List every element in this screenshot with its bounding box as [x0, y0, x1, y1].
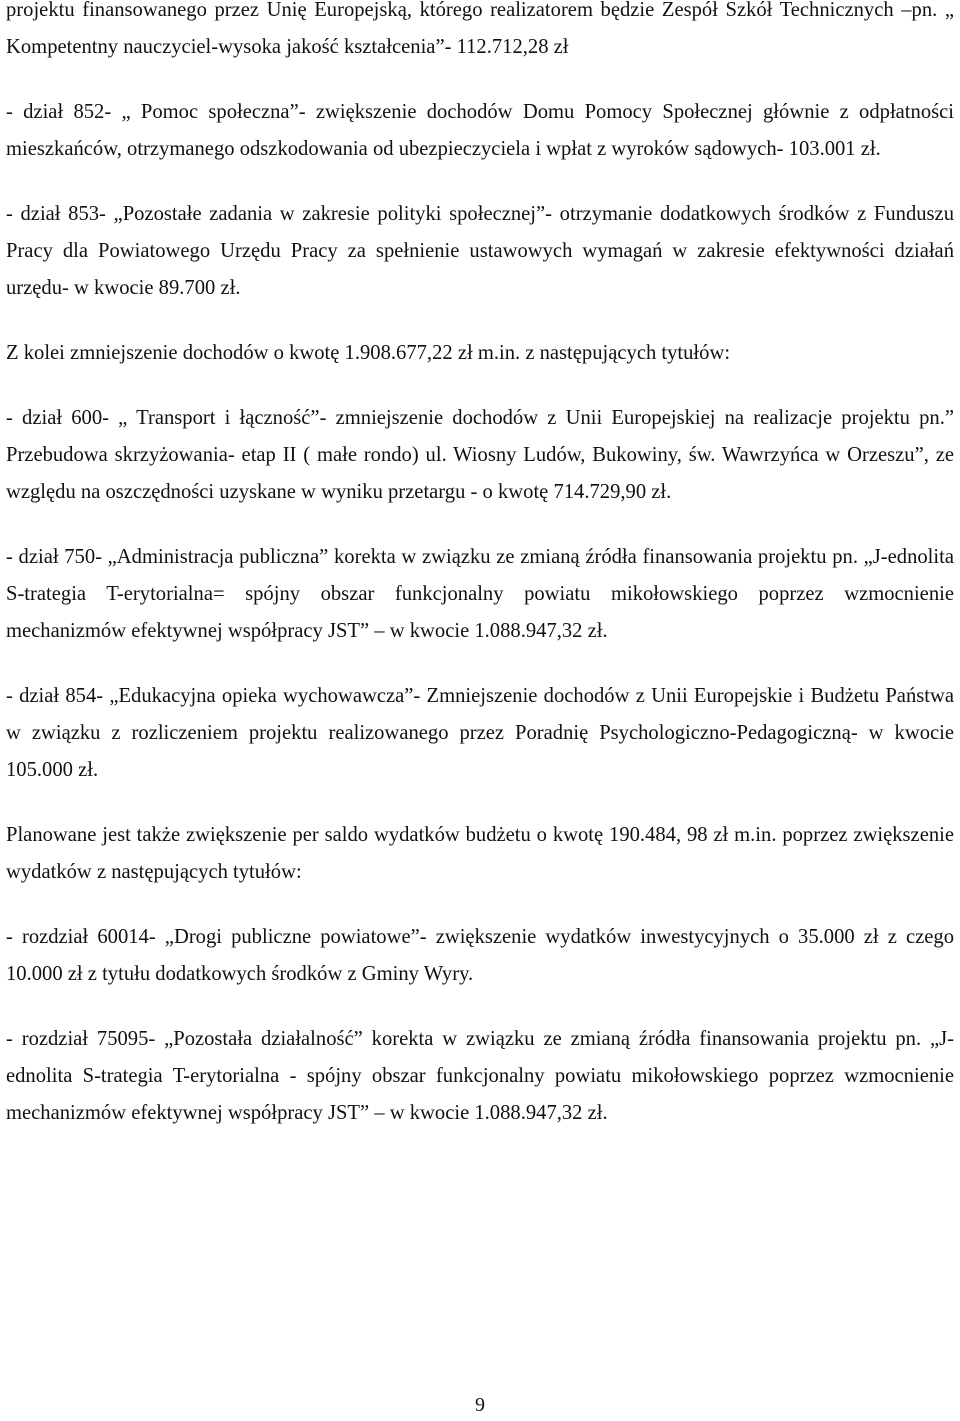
paragraph-income-decrease-intro: Z kolei zmniejszenie dochodów o kwotę 1.908.677,22 zł m.in. z następujących tytułów: [6, 342, 731, 364]
page-number: 9 [475, 1394, 485, 1416]
paragraph-dzial-854: - dział 854- „Edukacyjna opieka wychowawcza”- Zmniejszenie dochodów z Unii Europejskie i Budżetu Państwa w związku z rozliczeniem projektu realizowanego przez Poradnię Psychologiczno-Pedagogiczną- w kwocie 105.000 zł. [6, 685, 954, 781]
paragraph-dzial-750: - dział 750- „Administracja publiczna” korekta w związku ze zmianą źródła finansowania projektu pn. „J-ednolita S-trategia T-erytorialna= spójny obszar funkcjonalny powiatu mikołowskiego poprzez wzmocnienie mechanizmów efektywnej współpracy JST” – w kwocie 1.088.947,32 zł. [6, 546, 954, 642]
paragraph-dzial-852: - dział 852- „ Pomoc społeczna”- zwiększenie dochodów Domu Pomocy Społecznej głównie z odpłatności mieszkańców, otrzymanego odszkodowania od ubezpieczyciela i wpłat z wyroków sądowych- 103.001 zł. [6, 101, 954, 160]
paragraph-expenditure-increase-intro: Planowane jest także zwiększenie per saldo wydatków budżetu o kwotę 190.484, 98 zł m.in. poprzez zwiększenie wydatków z następujących tytułów: [6, 824, 954, 883]
page-body [6, 0, 954, 1160]
paragraph-rozdzial-75095: - rozdział 75095- „Pozostała działalność” korekta w związku ze zmianą źródła finansowania projektu pn. „J-ednolita S-trategia T-erytorialna - spójny obszar funkcjonalny powiatu mikołowskiego poprzez wzmocnienie mechanizmów efektywnej współpracy JST” – w kwocie 1.088.947,32 zł. [6, 1028, 954, 1124]
paragraph-dzial-853: - dział 853- „Pozostałe zadania w zakresie polityki społecznej”- otrzymanie dodatkowych środków z Funduszu Pracy dla Powiatowego Urzędu Pracy za spełnienie ustawowych wymagań w zakresie efektywności działań urzędu- w kwocie 89.700 zł. [6, 203, 954, 299]
paragraph-dzial-600: - dział 600- „ Transport i łączność”- zmniejszenie dochodów z Unii Europejskiej na realizacje projektu pn.” Przebudowa skrzyżowania- etap II ( małe rondo) ul. Wiosny Ludów, Bukowiny, św. Wawrzyńca w Orzeszu”, ze względu na oszczędności uzyskane w wyniku przetargu - o kwotę 714.729,90 zł. [6, 407, 954, 503]
paragraph-continuation-project: projektu finansowanego przez Unię Europejską, którego realizatorem będzie Zespół Szkół Technicznych –pn. „ Kompetentny nauczyciel-wysoka jakość kształcenia”- 112.712,28 zł [6, 0, 954, 58]
paragraph-rozdzial-60014: - rozdział 60014- „Drogi publiczne powiatowe”- zwiększenie wydatków inwestycyjnych o 35.000 zł z czego 10.000 zł z tytułu dodatkowych środków z Gminy Wyry. [6, 926, 954, 985]
